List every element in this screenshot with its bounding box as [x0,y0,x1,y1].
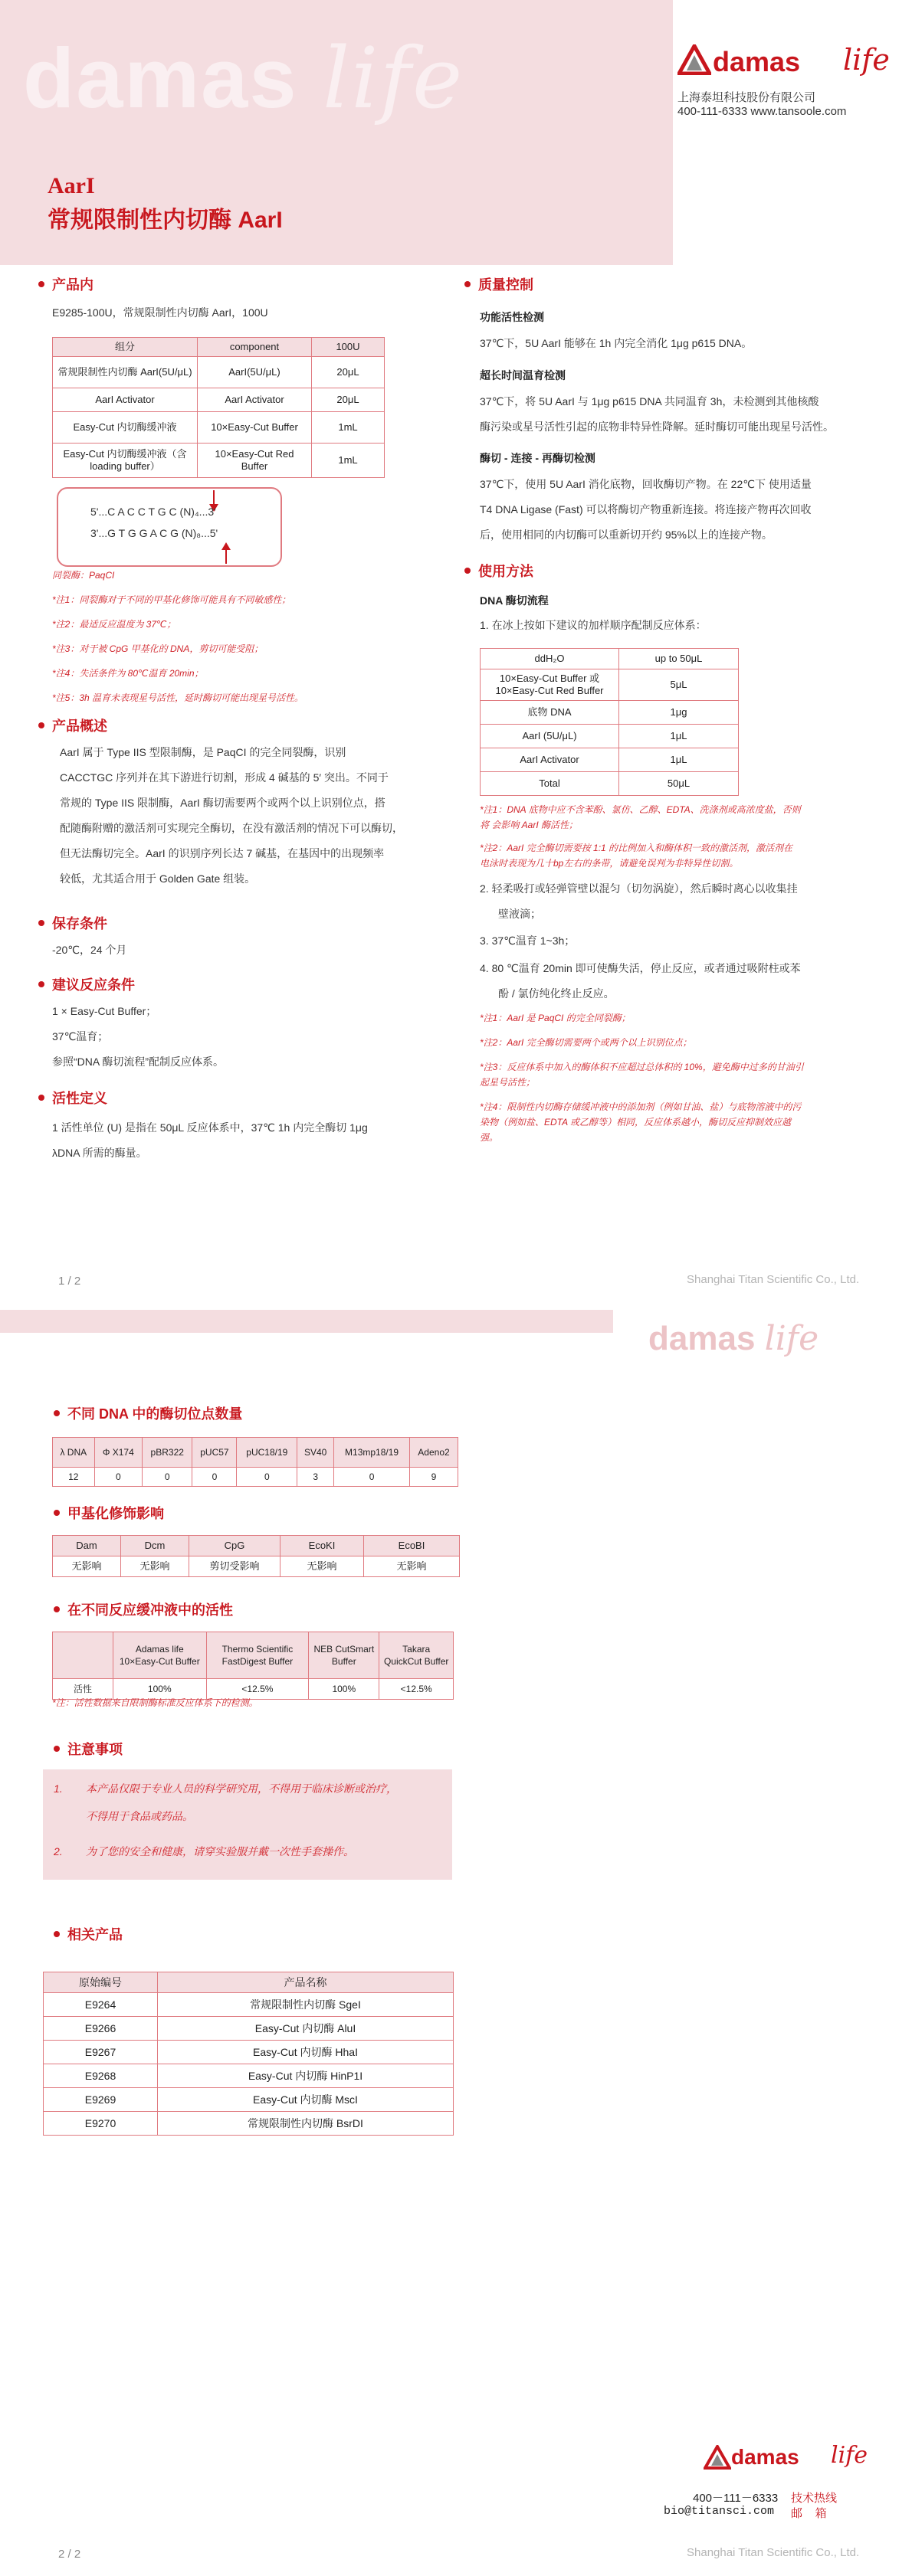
section-buffers [54,1599,233,1619]
qc-text-2a: 37℃下，将 5U AarI 与 1μg p615 DNA 共同温育 3h，未检测到其他核酸 [480,395,819,408]
bullet-icon [54,1606,60,1612]
section-usage-title: 使用方法 [478,564,533,579]
buffers-table [52,1632,454,1700]
usage-n3b: 起星号活性； [480,1077,536,1088]
table-cell: 无影响 [121,1556,189,1577]
col-header: Φ X174 [94,1438,142,1468]
col-header: Dam [53,1536,121,1556]
table-cell: Easy-Cut 内切酶 HhaI [158,2041,454,2064]
table-cell: AarI Activator [53,388,198,412]
section-storage-title: 保存条件 [52,916,107,931]
table-cell: E9270 [44,2112,158,2136]
col-header-empty [53,1632,113,1679]
table-cell: Easy-Cut 内切酶缓冲液（含 loading buffer） [53,444,198,478]
col-header: Adeno2 [409,1438,458,1468]
table-row [481,772,739,796]
logo-triangle-icon [704,2445,731,2470]
brand-logo [677,44,907,75]
col-header: M13mp18/19 [334,1438,410,1468]
section-storage [38,913,107,933]
table-cell: Total [481,772,619,796]
col-header: 100U [312,338,385,357]
bullet-icon [54,1931,60,1937]
bullet-icon [54,1410,60,1416]
caution-item-2: 为了您的安全和健康，请穿实验服并戴一次性手套操作。 [86,1845,354,1858]
table-row [481,669,739,701]
usage-step-4a: 4. 80 ℃温育 20min 即可使酶失活，停止反应，或者通过吸附柱或苯 [480,962,801,974]
qc-sub-1: 功能活性检测 [480,311,544,323]
table-cell: 常规限制性内切酶 SgeI [158,1993,454,2017]
col-header: 产品名称 [158,1972,454,1993]
table-cell: 1mL [312,444,385,478]
col-header: EcoBI [364,1536,460,1556]
table-cell: 10×Easy-Cut Buffer [198,412,312,444]
table-cell: AarI Activator [198,388,312,412]
col-header: SV40 [297,1438,334,1468]
contact-phone: 400－111－6333 [693,2492,779,2505]
product-code: AarI [48,173,95,198]
col-header: pUC57 [192,1438,237,1468]
table-cell: 常规限制性内切酶 AarI(5U/μL) [53,357,198,388]
table-cell: 12 [53,1468,95,1487]
overview-line: 常规的 Type IIS 限制酶，AarI 酶切需要两个或两个以上识别位点，搭 [60,797,385,809]
bullet-icon [38,1095,44,1101]
section-activity-title: 活性定义 [52,1091,107,1106]
table-cell: 0 [94,1468,142,1487]
table-cell: 5μL [619,669,739,701]
section-overview [38,715,107,735]
table-cell: E9268 [44,2064,158,2088]
section-qc [464,274,533,294]
section-product [38,274,93,294]
table-cell: 底物 DNA [481,701,619,725]
table-cell: Easy-Cut 内切酶 AluI [158,2017,454,2041]
company-cn: 上海泰坦科技股份有限公司 [677,91,816,104]
usage-note-b2: 电泳时表现为几十bp左右的条带，请避免误判为非特异性切割。 [480,858,739,869]
section-buffers-title: 在不同反应缓冲液中的活性 [67,1602,233,1618]
bullet-icon [54,1510,60,1516]
product-note-3: *注3：对于被 CpG 甲基化的 DNA，剪切可能受阻； [52,643,264,654]
reaction-line: 参照“DNA 酶切流程”配制反应体系。 [52,1056,224,1068]
table-row [44,2041,454,2064]
table-cell: 0 [143,1468,192,1487]
caution-item-1a: 本产品仅限于专业人员的科学研究用，不得用于临床诊断或治疗， [86,1782,397,1795]
logo-word: damas [713,46,801,77]
col-header: 组分 [53,338,198,357]
col-header: CpG [189,1536,280,1556]
product-note-2: *注2：最适反应温度为 37℃； [52,619,176,630]
qc-text-3a: 37℃下，使用 5U AarI 消化底物，回收酶切产物。在 22℃下 使用适量 [480,478,812,490]
overview-line: 配随酶附赠的激活剂可实现完全酶切，在没有激活剂的情况下可以酶切， [60,822,403,834]
bullet-icon [38,281,44,287]
table-row [481,649,739,669]
qc-sub-3: 酶切 - 连接 - 再酶切检测 [480,452,595,464]
page2-banner [0,1310,613,1333]
usage-note-b1: *注2：AarI 完全酶切需要按 1:1 的比例加入和酶体积一致的激活剂，激活剂在 [480,843,793,853]
page2-watermark-word: damas [648,1320,756,1357]
bullet-icon [464,281,471,287]
footer-company: Shanghai Titan Scientific Co., Ltd. [687,2546,860,2559]
table-cell: 1μg [619,701,739,725]
storage-text: -20℃，24 个月 [52,944,127,956]
product-line: E9285-100U，常规限制性内切酶 AarI，100U [52,306,268,319]
contact-label-email: 邮 箱 [791,2507,827,2520]
qc-text-1: 37℃下，5U AarI 能够在 1h 内完全消化 1μg p615 DNA。 [480,337,753,349]
overview-line: 较低，尤其适合用于 Golden Gate 组装。 [60,872,256,885]
table-cell: E9267 [44,2041,158,2064]
usage-n2: *注2：AarI 完全酶切需要两个或两个以上识别位点； [480,1037,692,1048]
overview-line: 但无法酶切完全。AarI 的识别序列长达 7 碱基，在基因中的出现频率 [60,847,385,859]
table-cell: 0 [192,1468,237,1487]
table-header-row [53,1632,454,1679]
table-cell: 0 [334,1468,410,1487]
page-title: 常规限制性内切酶 AarI [48,208,283,233]
logo-life: life [843,43,890,77]
bullet-icon [38,920,44,926]
contact-logo-life: life [831,2442,868,2469]
section-caution-title: 注意事项 [67,1742,123,1757]
table-row [53,1468,458,1487]
section-methyl [54,1503,164,1523]
table-cell: 10×Easy-Cut Buffer 或 10×Easy-Cut Red Buffer [481,669,619,701]
qc-text-2b: 酶污染或星号活性引起的底物非特异性降解。延时酶切可能出现星号活性。 [480,421,834,433]
table-cell: 无影响 [53,1556,121,1577]
section-sites [54,1403,242,1423]
page-number: 1 / 2 [58,1275,81,1288]
table-cell: Easy-Cut 内切酶 MscI [158,2088,454,2112]
phone-web: 400-111-6333 www.tansoole.com [677,105,847,118]
table-cell: 100% [309,1679,379,1700]
col-header: pUC18/19 [237,1438,297,1468]
section-related-title: 相关产品 [67,1927,123,1943]
col-header: Thermo Scientific FastDigest Buffer [206,1632,309,1679]
section-methyl-title: 甲基化修饰影响 [67,1506,164,1521]
caution-item-1b: 不得用于食品或药品。 [86,1810,193,1822]
usage-n3a: *注3：反应体系中加入的酶体积不应超过总体积的 10%，避免酶中过多的甘油引 [480,1062,804,1072]
table-cell: AarI (5U/μL) [481,725,619,748]
table-row [53,412,385,444]
usage-note-a1: *注1：DNA 底物中应不含苯酚、氯仿、乙醇、EDTA、洗涤剂或高浓度盐，否则 [480,804,801,815]
table-row [53,1556,460,1577]
bullet-icon [54,1746,60,1752]
table-cell: <12.5% [206,1679,309,1700]
table-header-row [53,1536,460,1556]
table-row [44,2064,454,2088]
overview-line: CACCTGC 序列并在其下游进行切割，形成 4 碱基的 5′ 突出。不同于 [60,771,389,784]
usage-n4a: *注4：限制性内切酶存储缓冲液中的添加剂（例如甘油、盐）与底物溶液中的污 [480,1101,802,1112]
section-reaction-title: 建议反应条件 [52,977,135,993]
usage-step-2a: 2. 轻柔吸打或轻弹管壁以混匀（切勿涡旋），然后瞬时离心以收集挂 [480,882,798,895]
col-header: λ DNA [53,1438,95,1468]
col-header: Adamas life 10×Easy-Cut Buffer [113,1632,207,1679]
table-cell: AarI(5U/μL) [198,357,312,388]
table-cell: Easy-Cut 内切酶缓冲液 [53,412,198,444]
reaction-line: 37℃温育； [52,1030,109,1043]
table-row [53,357,385,388]
sites-table [52,1437,458,1487]
page2-watermark-logo [648,1319,819,1358]
footer-company: Shanghai Titan Scientific Co., Ltd. [687,1273,860,1286]
usage-step-4b: 酚 / 氯仿纯化终止反应。 [498,987,615,1000]
table-row [44,2017,454,2041]
table-row [53,388,385,412]
contact-email: bio@titansci.com [664,2505,775,2518]
col-header: EcoKI [280,1536,364,1556]
table-cell: 剪切受影响 [189,1556,280,1577]
cut-arrow-up-icon [221,541,231,564]
table-cell: E9266 [44,2017,158,2041]
section-sites-title: 不同 DNA 中的酶切位点数量 [67,1406,243,1422]
sequence-bottom: 3'...G T G G A C G (N)₈...5' [90,527,218,539]
product-note-5: *注5：3h 温育未表现星号活性，延时酶切可能出现星号活性。 [52,692,304,703]
usage-note-a2: 将 会影响 AarI 酶活性； [480,820,579,830]
col-header: 原始编号 [44,1972,158,1993]
table-cell: 9 [409,1468,458,1487]
table-header-row [53,1438,458,1468]
contact-logo-word: damas [731,2445,799,2469]
table-row [481,748,739,772]
qc-sub-2: 超长时间温育检测 [480,369,566,381]
table-cell: 3 [297,1468,334,1487]
col-header: Takara QuickCut Buffer [379,1632,454,1679]
caution-num-2: 2. [54,1845,63,1858]
table-row [481,725,739,748]
table-cell: 20μL [312,357,385,388]
page2-watermark-life: life [764,1319,819,1358]
row-label: 活性 [53,1679,113,1700]
overview-line: AarI 属于 Type IIS 型限制酶，是 PaqCI 的完全同裂酶，识别 [60,746,346,758]
bullet-icon [38,722,44,728]
section-product-title: 产品内 [52,277,93,293]
caution-num-1: 1. [54,1782,63,1795]
contact-label-phone: 技术热线 [791,2492,838,2505]
watermark-word: damas [23,31,298,126]
col-header: component [198,338,312,357]
table-cell: 无影响 [364,1556,460,1577]
section-activity [38,1088,107,1108]
section-usage [464,561,533,581]
table-header-row [44,1972,454,1993]
section-caution [54,1739,123,1759]
table-cell: up to 50μL [619,649,739,669]
table-cell: AarI Activator [481,748,619,772]
table-cell: 10×Easy-Cut Red Buffer [198,444,312,478]
bullet-icon [464,568,471,574]
table-cell: Easy-Cut 内切酶 HinP1I [158,2064,454,2088]
buffers-note: *注：活性数据来自限制酶标准反应体系下的检测。 [52,1697,258,1708]
table-row [44,1993,454,2017]
table-cell: <12.5% [379,1679,454,1700]
contact-logo [704,2442,903,2473]
table-cell: E9264 [44,1993,158,2017]
table-cell: 1μL [619,725,739,748]
table-row [44,2088,454,2112]
usage-step-2b: 壁液滴； [498,908,541,920]
product-note-4: *注4：失活条件为 80℃温育 20min； [52,668,204,679]
qc-text-3c: 后，使用相同的内切酶可以重新切开约 95%以上的连接产物。 [480,529,773,541]
reaction-table [480,648,739,796]
section-related [54,1924,123,1944]
methyl-table [52,1535,460,1577]
sequence-top: 5'...C A C C T G C (N)₄...3' [90,506,216,518]
table-cell: E9269 [44,2088,158,2112]
activity-line: λDNA 所需的酶量。 [52,1147,147,1159]
table-cell: 50μL [619,772,739,796]
usage-n4c: 强。 [480,1132,499,1143]
page-number: 2 / 2 [58,2548,81,2561]
table-row [481,701,739,725]
table-row [53,444,385,478]
col-header: pBR322 [143,1438,192,1468]
bullet-icon [38,981,44,987]
col-header: NEB CutSmart Buffer [309,1632,379,1679]
related-table [43,1972,454,2136]
usage-n4b: 染物（例如盐、EDTA 或乙醇等）相同，反应体系越小，酶切反应抑制效应越 [480,1117,792,1128]
usage-n1: *注1：AarI 是 PaqCI 的完全同裂酶； [480,1013,631,1023]
qc-text-3b: T4 DNA Ligase (Fast) 可以将酶切产物重新连接。将连接产物再次回收 [480,503,812,516]
table-row [44,2112,454,2136]
product-note-1: *注1：同裂酶对于不同的甲基化修饰可能具有不同敏感性； [52,594,291,605]
table-cell: 0 [237,1468,297,1487]
section-reaction [38,974,135,994]
section-qc-title: 质量控制 [478,277,533,293]
table-cell: 常规限制性内切酶 BsrDI [158,2112,454,2136]
section-overview-title: 产品概述 [52,718,107,734]
table-cell: 1μL [619,748,739,772]
logo-triangle-icon [677,44,711,75]
usage-step-1: 1. 在冰上按如下建议的加样顺序配制反应体系： [480,619,707,631]
reaction-line: 1 × Easy-Cut Buffer； [52,1005,157,1017]
usage-sub: DNA 酶切流程 [480,594,549,607]
col-header: Dcm [121,1536,189,1556]
isoschizomer: 同裂酶：PaqCI [52,570,115,581]
activity-line: 1 活性单位 (U) 是指在 50μL 反应体系中，37℃ 1h 内完全酶切 1μg [52,1121,368,1134]
table-header-row [53,338,385,357]
usage-step-3: 3. 37℃温育 1~3h； [480,934,576,947]
watermark-logo [23,29,464,127]
watermark-life: life [323,29,464,127]
table-cell: 无影响 [280,1556,364,1577]
components-table [52,337,385,478]
table-cell: 1mL [312,412,385,444]
table-cell: ddH₂O [481,649,619,669]
table-cell: 100% [113,1679,207,1700]
table-cell: 20μL [312,388,385,412]
